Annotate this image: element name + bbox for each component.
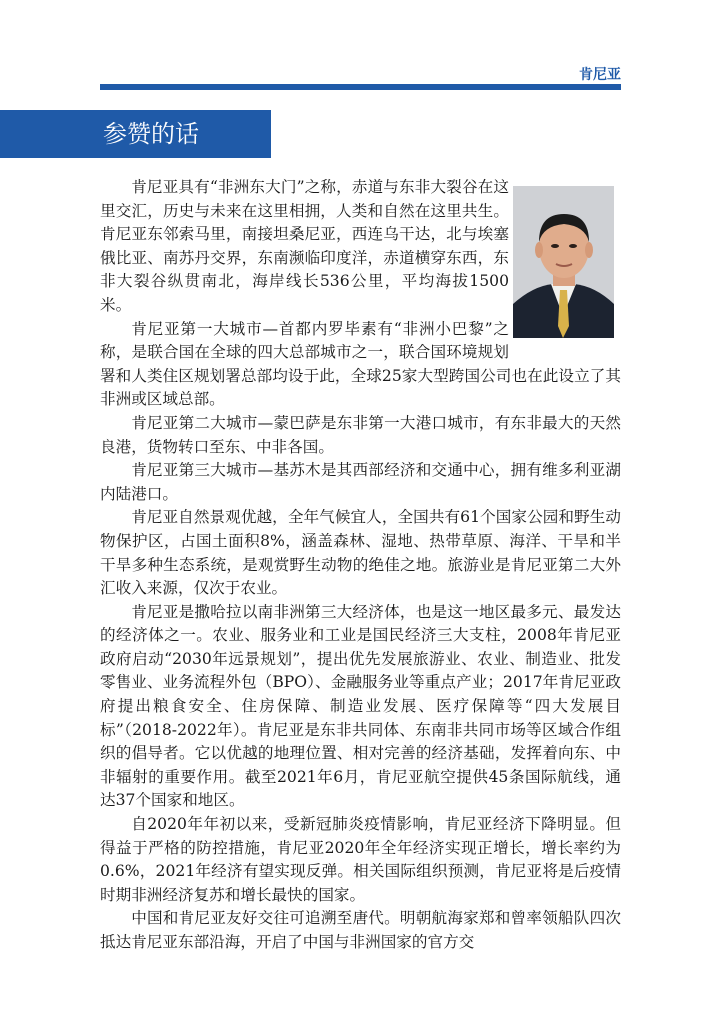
body-text (100, 176, 621, 955)
paragraph-2: 肯尼亚第一大城市—首都内罗毕素有“非洲小巴黎”之称，是联合国在全球的四大总部城市之一，联合国环境规划署和人类住区规划署总部均设于此，全球25家大型跨国公司也在此设立了其非洲或区域总部。 (100, 319, 621, 409)
paragraph-5: 肯尼亚自然景观优越，全年气候宜人，全国共有61个国家公园和野生动物保护区，占国土面积8%，涵盖森林、湿地、热带草原、海洋、干旱和半干旱多种生态系统，是观赏野生动物的绝佳之地。旅游业是肯尼亚第二大外汇收入来源，仅次于农业。 (100, 508, 621, 598)
paragraph-6: 肯尼亚是撒哈拉以南非洲第三大经济体，也是这一地区最多元、最发达的经济体之一。农业、服务业和工业是国民经济三大支柱，2008年肯尼亚政府启动“2030年远景规划”，提出优先发展旅游业、农业、制造业、批发零售业、业务流程外包（BPO）、金融服务业等重点产业；2017年肯尼亚政府提出粮食安全、住房保障、制造业发展、医疗保障等“四大发展目标”（2018-2022年）。肯尼亚是东非共同体、东南非共同市场等区域合作组织的倡导者。它以优越的地理位置、相对完善的经济基础，发挥着向东、中非辐射的重要作用。截至2021年6月，肯尼亚航空提供45条国际航线，通达37个国家和地区。 (100, 602, 621, 810)
paragraph-3: 肯尼亚第二大城市—蒙巴萨是东非第一大港口城市，有东非最大的天然良港，货物转口至东、中非各国。 (100, 413, 621, 456)
portrait-wrap-spacer (509, 186, 621, 350)
section-title: 参赞的话 (103, 120, 199, 148)
header-country-label: 肯尼亚 (579, 67, 621, 83)
section-title-banner (0, 110, 271, 158)
paragraph-4: 肯尼亚第三大城市—基苏木是其西部经济和交通中心，拥有维多利亚湖内陆港口。 (100, 461, 621, 503)
paragraph-8: 中国和肯尼亚友好交往可追溯至唐代。明朝航海家郑和曾率领船队四次抵达肯尼亚东部沿海，开启了中国与非洲国家的官方交 (100, 909, 621, 951)
paragraph-7: 自2020年年初以来，受新冠肺炎疫情影响，肯尼亚经济下降明显。但得益于严格的防控措施，肯尼亚2020年全年经济实现正增长，增长率约为0.6%，2021年经济有望实现反弹。相关国际组织预测，肯尼亚将是后疫情时期非洲经济复苏和增长最快的国家。 (100, 815, 621, 904)
paragraph-1: 肯尼亚具有“非洲东大门”之称，赤道与东非大裂谷在这里交汇，历史与未来在这里相拥，人类和自然在这里共生。肯尼亚东邻索马里，南接坦桑尼亚，西连乌干达，北与埃塞俄比亚、南苏丹交界，东南濒临印度洋，赤道横穿东西，东非大裂谷纵贯南北，海岸线长536公里，平均海拔1500米。 (100, 178, 509, 314)
header-divider (100, 84, 621, 90)
